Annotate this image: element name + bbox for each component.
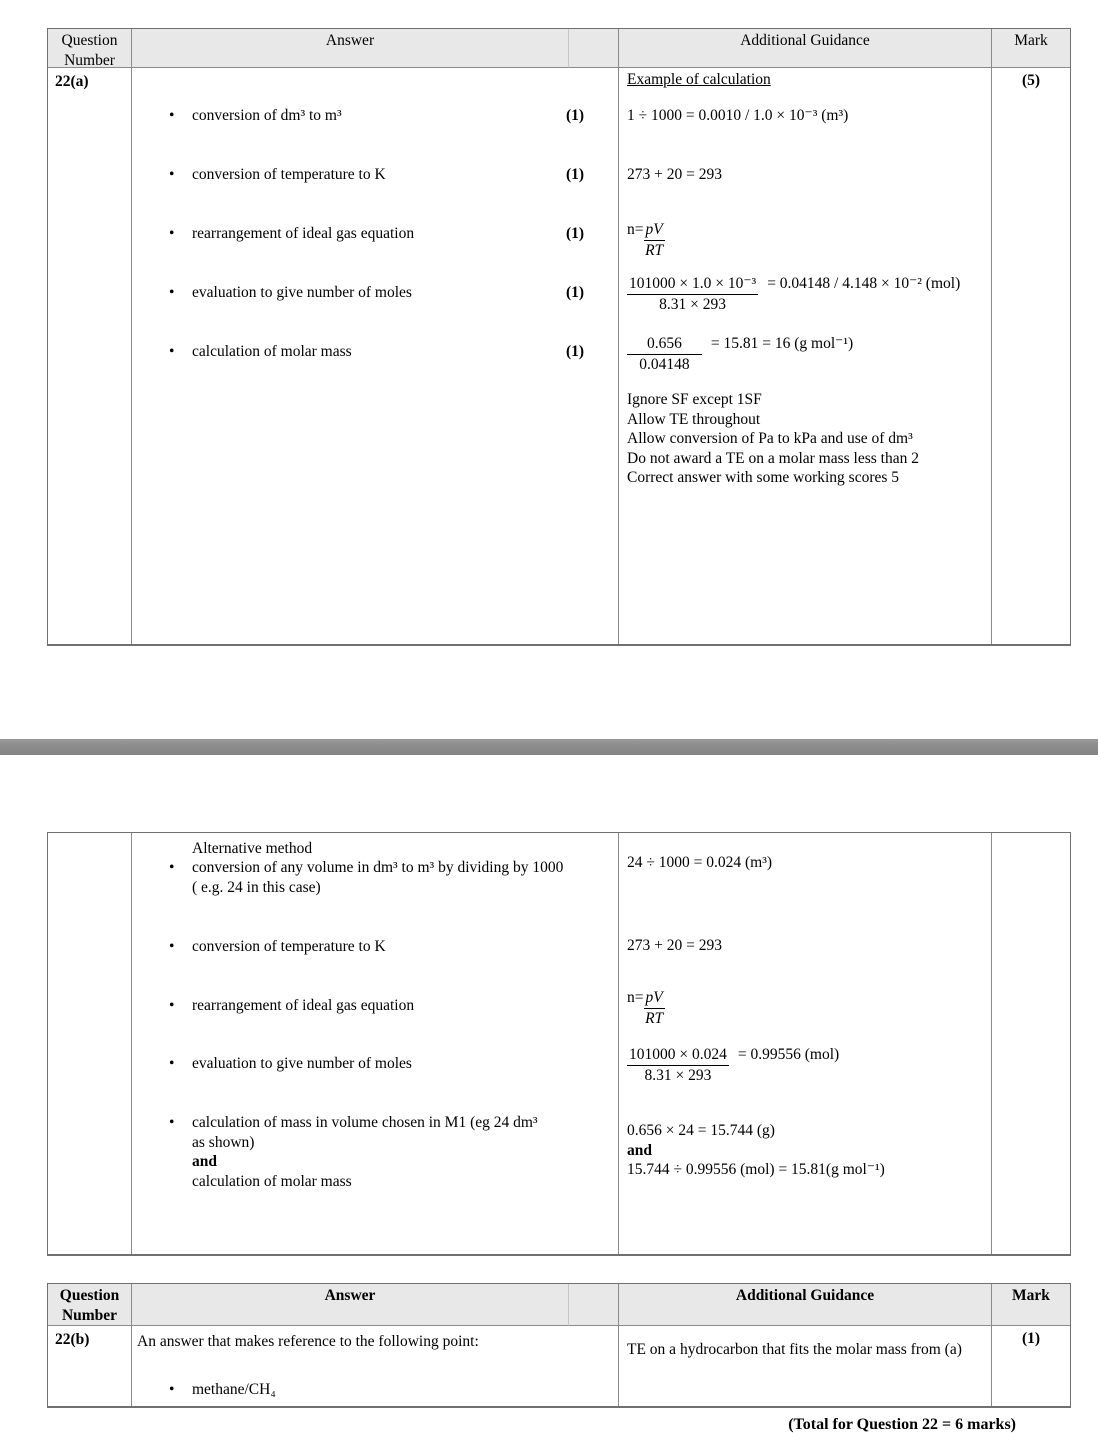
- header-question-number: Question Number: [48, 29, 132, 68]
- answer-bullet: [169, 858, 572, 897]
- calc-line: 273 + 20 = 293: [627, 166, 722, 183]
- bullet-icon: •: [169, 166, 175, 183]
- guidance-note: Ignore SF except 1SF: [627, 391, 762, 408]
- total-mark: (1): [1021, 1330, 1041, 1347]
- calc-line: 273 + 20 = 293: [627, 937, 722, 954]
- fraction: $\frac{pV}{RT}$: [645, 221, 664, 259]
- answer-text: conversion of dm³ to m³: [192, 107, 342, 124]
- point-mark: (1): [566, 225, 585, 242]
- guidance-note: Do not award a TE on a molar mass less than 2: [627, 449, 919, 467]
- fraction-prefix: n=: [627, 221, 644, 238]
- mark-cell: [992, 1326, 1070, 1406]
- guidance-cell: [619, 833, 992, 1254]
- bullet-icon: •: [169, 938, 175, 955]
- question-total: (Total for Question 22 = 6 marks): [788, 1416, 1016, 1433]
- point-mark: (1): [566, 343, 585, 360]
- answer-text: conversion of any volume in dm³ to m³ by dividing by 1000 ( e.g. 24 in this case): [192, 859, 564, 896]
- guidance-cell: [619, 1326, 992, 1406]
- calc-line: 24 ÷ 1000 = 0.024 (m³): [627, 854, 773, 871]
- header-question-number: Question Number: [48, 1284, 132, 1326]
- point-mark: (1): [566, 166, 585, 183]
- bullet-icon: •: [169, 1114, 175, 1131]
- answer-bullet: [169, 106, 342, 126]
- guidance-notes: [627, 390, 985, 488]
- question-number: 22(a): [55, 73, 89, 90]
- answer-bullet: [169, 224, 414, 244]
- fraction: $\frac{pV}{RT}$: [645, 989, 664, 1027]
- answer-cell: [132, 1326, 619, 1406]
- guidance-note: Allow TE throughout: [627, 410, 761, 428]
- method-title: Alternative method: [192, 840, 313, 857]
- answer-bullet: [169, 937, 386, 957]
- answer-text: evaluation to give number of moles: [192, 1055, 412, 1072]
- calc-line: $\frac{101000 \times 0.024}{8.31 \times 293}$ = 0.99556 (mol): [629, 1046, 840, 1084]
- answer-intro: An answer that makes reference to the following point:: [137, 1333, 479, 1350]
- table-22a: [47, 28, 1071, 646]
- question-number: 22(b): [55, 1331, 90, 1348]
- answer-text: calculation of molar mass: [192, 343, 352, 360]
- answer-bullet: [169, 165, 386, 185]
- answer-text: rearrangement of ideal gas equation: [192, 225, 415, 242]
- table-22b: [47, 1283, 1071, 1408]
- fraction: $\frac{0.656}{0.04148}$: [627, 334, 702, 374]
- question-number-cell: [48, 1326, 132, 1406]
- header-points-spacer: [568, 29, 619, 68]
- fraction: $\frac{\text{101000 × 1.0 × 10⁻³}}{8.31 \times 293}$: [629, 275, 757, 313]
- fraction-prefix: n=: [627, 989, 644, 1006]
- header-points-spacer: [568, 1284, 619, 1326]
- guidance-cell: [619, 68, 992, 644]
- bullet-icon: •: [169, 343, 175, 360]
- answer-cell: [132, 833, 619, 1254]
- calc-line: 1 ÷ 1000 = 0.0010 / 1.0 × 10⁻³ (m³): [627, 107, 849, 124]
- answer-text: evaluation to give number of moles: [192, 284, 412, 301]
- fraction: $\frac{101000 \times 0.024}{8.31 \times 293}$: [629, 1046, 727, 1084]
- point-mark: (1): [566, 107, 585, 124]
- bullet-icon: •: [169, 859, 175, 876]
- bullet-icon: •: [169, 997, 175, 1014]
- bullet-icon: •: [169, 1381, 175, 1398]
- bullet-icon: •: [169, 225, 175, 242]
- header-answer: Answer: [132, 1284, 569, 1326]
- guidance-note: Correct answer with some working scores 5: [627, 469, 900, 486]
- header-answer: Answer: [132, 29, 569, 68]
- answer-bullet: [169, 1054, 412, 1074]
- guidance-note: TE on a hydrocarbon that fits the molar mass from (a): [627, 1341, 962, 1358]
- question-number-cell: [48, 68, 132, 644]
- answer-text: conversion of temperature to K: [192, 938, 386, 955]
- answer-bullet: [169, 342, 352, 362]
- mark-cell: [992, 833, 1070, 1254]
- calc-line: [627, 220, 985, 260]
- answer-text: rearrangement of ideal gas equation: [192, 997, 415, 1014]
- mark-cell: [992, 68, 1070, 644]
- page-divider-bar: [0, 739, 1098, 755]
- header-mark: Mark: [992, 29, 1070, 68]
- bullet-icon: •: [169, 107, 175, 124]
- question-number-cell: [48, 833, 132, 1254]
- header-additional-guidance: Additional Guidance: [619, 29, 992, 68]
- answer-bullet: [169, 283, 412, 303]
- calc-line: $\frac{0.656}{0.04148}$ = 15.81 = 16 (g mol⁻¹): [627, 334, 985, 374]
- guidance-note: Allow conversion of Pa to kPa and use of dm³: [627, 430, 913, 447]
- guidance-title: Example of calculation: [627, 71, 771, 88]
- point-mark: (1): [566, 284, 585, 301]
- answer-bullet: [169, 1113, 547, 1191]
- total-mark: (5): [1021, 72, 1041, 89]
- bullet-icon: •: [169, 284, 175, 301]
- answer-cell: [132, 68, 619, 644]
- calc-line: $\frac{\text{101000 × 1.0 × 10⁻³}}{8.31 \times 293}$ = 0.04148 / 4.148 × 10⁻² (mol): [629, 275, 961, 313]
- table-22a-alternative: [47, 832, 1071, 1256]
- calc-line: 0.656 × 24 = 15.744 (g) and 15.744 ÷ 0.99556 (mol) = 15.81(g mol⁻¹): [627, 1122, 885, 1178]
- calc-line: [627, 988, 985, 1028]
- bullet-icon: •: [169, 1055, 175, 1072]
- answer-bullet: [169, 996, 414, 1016]
- answer-text: calculation of mass in volume chosen in M1 (eg 24 dm³ as shown) and calculation of molar mass: [192, 1114, 538, 1190]
- header-mark: Mark: [992, 1284, 1070, 1326]
- answer-bullet: [169, 1380, 276, 1400]
- answer-text: methane/CH₄: [192, 1381, 276, 1398]
- answer-text: conversion of temperature to K: [192, 166, 386, 183]
- header-additional-guidance: Additional Guidance: [619, 1284, 992, 1326]
